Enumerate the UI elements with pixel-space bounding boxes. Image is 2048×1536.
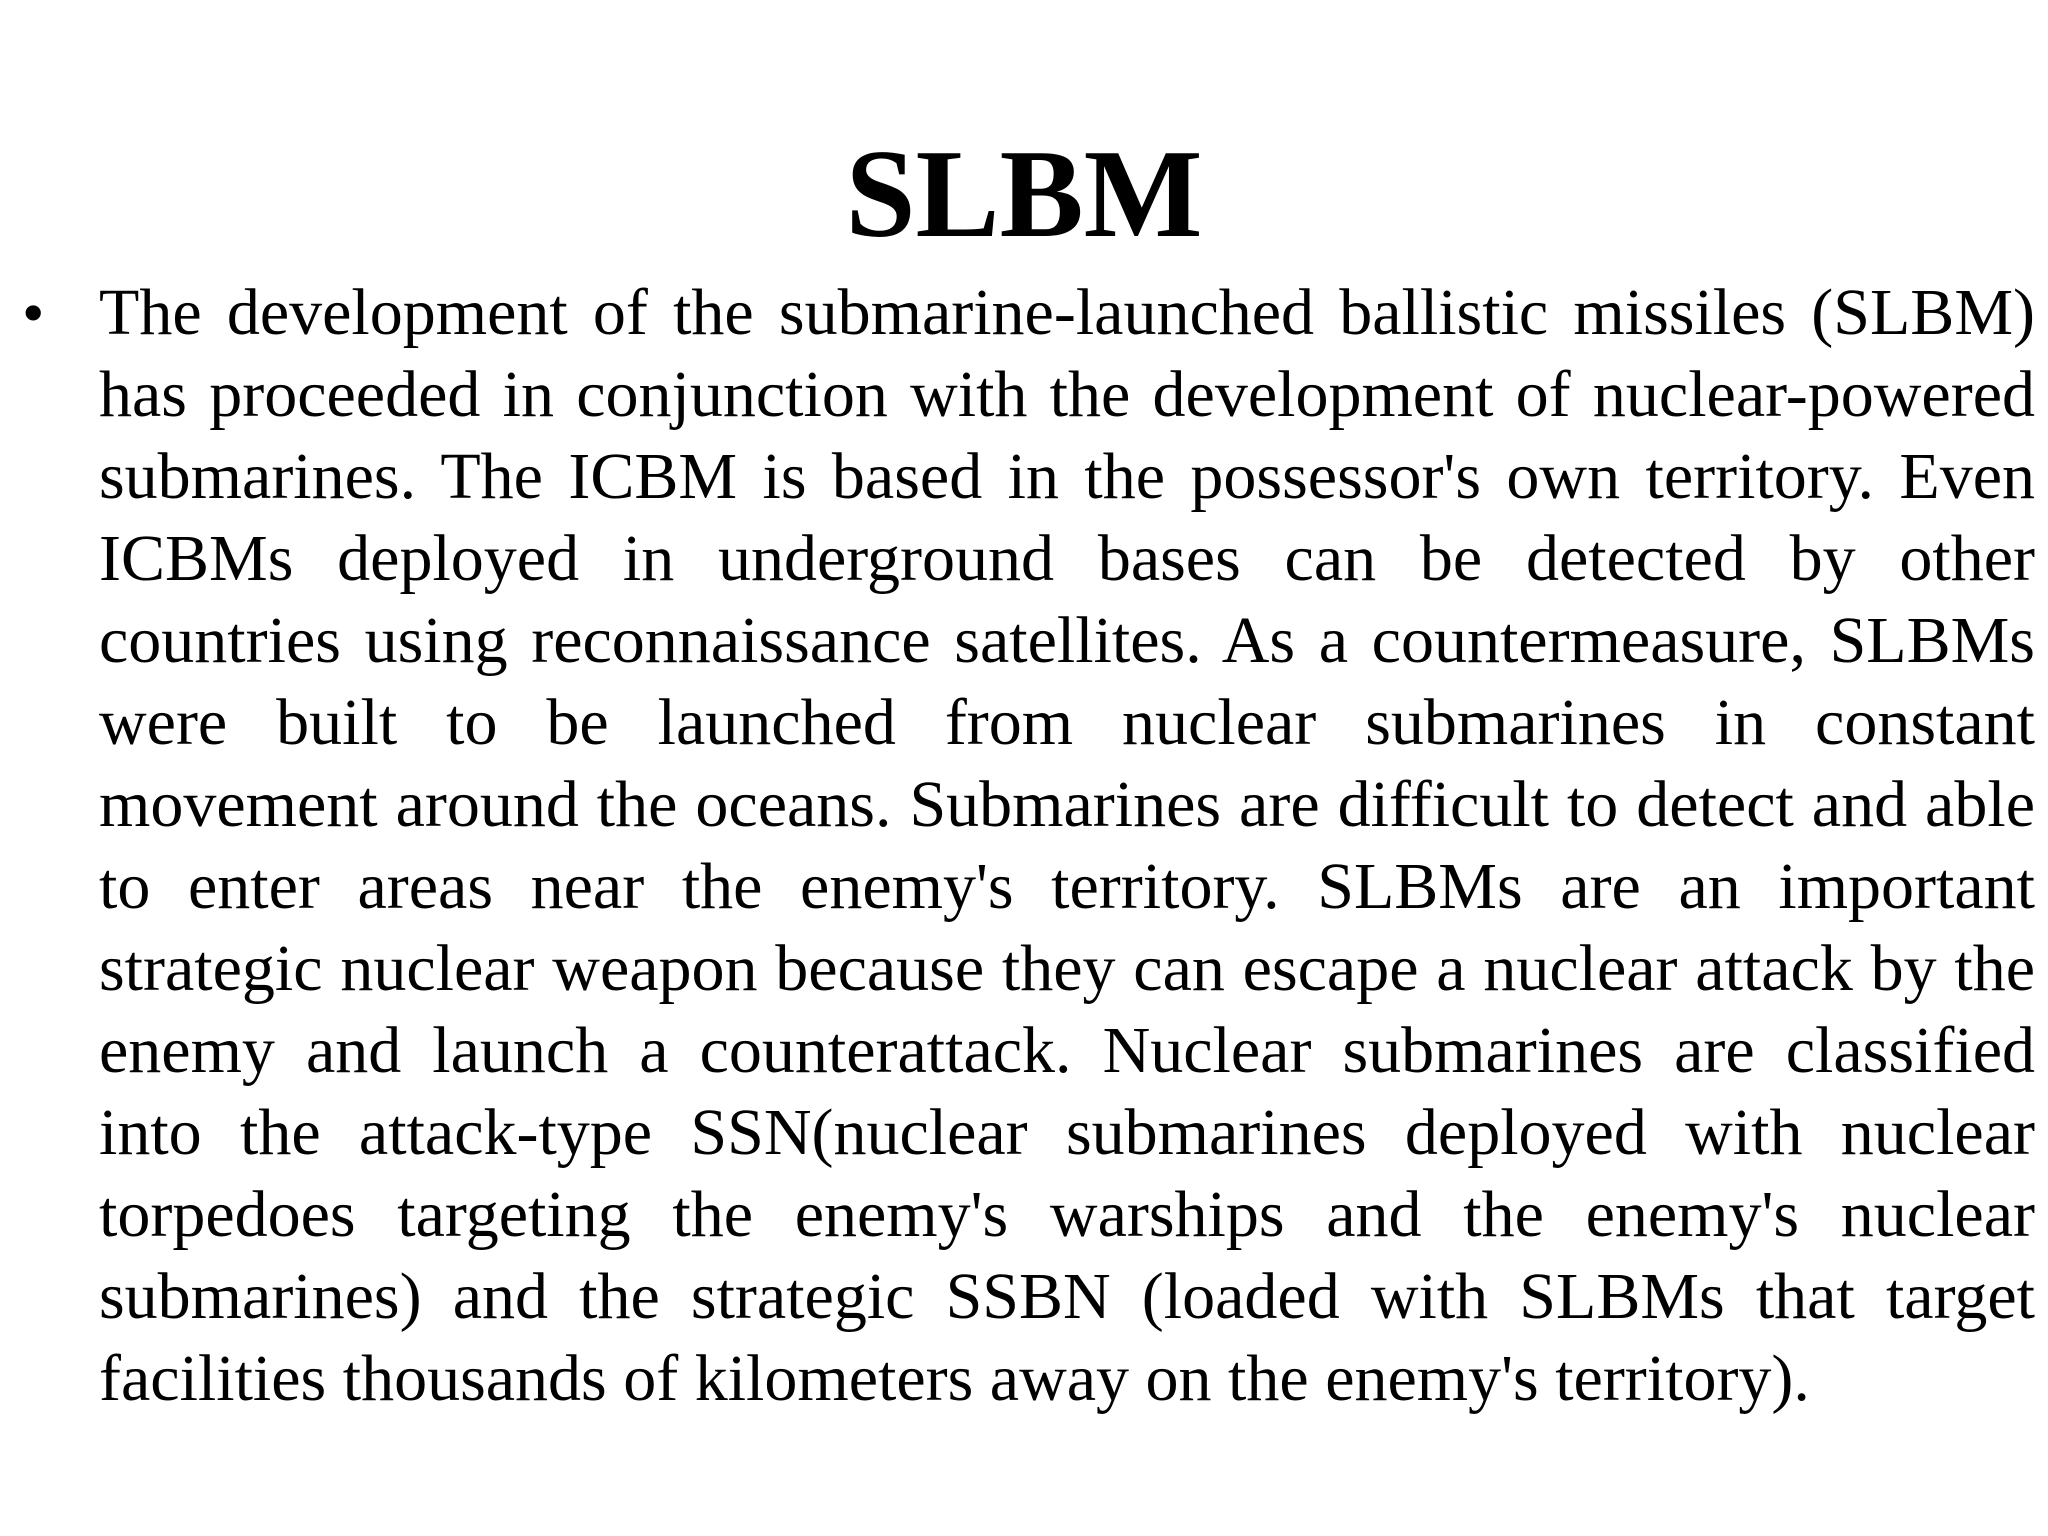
bullet-text: The development of the submarine-launched ballistic missiles (SLBM) has proceeded in conjunction with the development of nuclear-powered submarines. The ICBM is based in the possessor's own territory. Even ICBMs deployed in underground bases can be detected by other countries using reconnaissance satellites. As a countermeasure, SLBMs were built to be launched from nuclear submarines in constant movement around the oceans. Submarines are difficult to detect and able to enter areas near the enemy's territory. SLBMs are an important strategic nuclear weapon because they can escape a nuclear attack by the enemy and launch a counterattack. Nuclear submarines are classified into the attack-type SSN(nuclear submarines deployed with nuclear torpedoes targeting the enemy's warships and the enemy's nuclear submarines) and the strategic SSBN (loaded with SLBMs that target facilities thousands of kilometers away on the enemy's territory). (99, 276, 2035, 1415)
bullet-marker: • (22, 277, 45, 348)
bullet-item (0, 272, 2048, 1420)
slide-title: SLBM (845, 125, 1203, 264)
bullet-list (0, 272, 2048, 1420)
